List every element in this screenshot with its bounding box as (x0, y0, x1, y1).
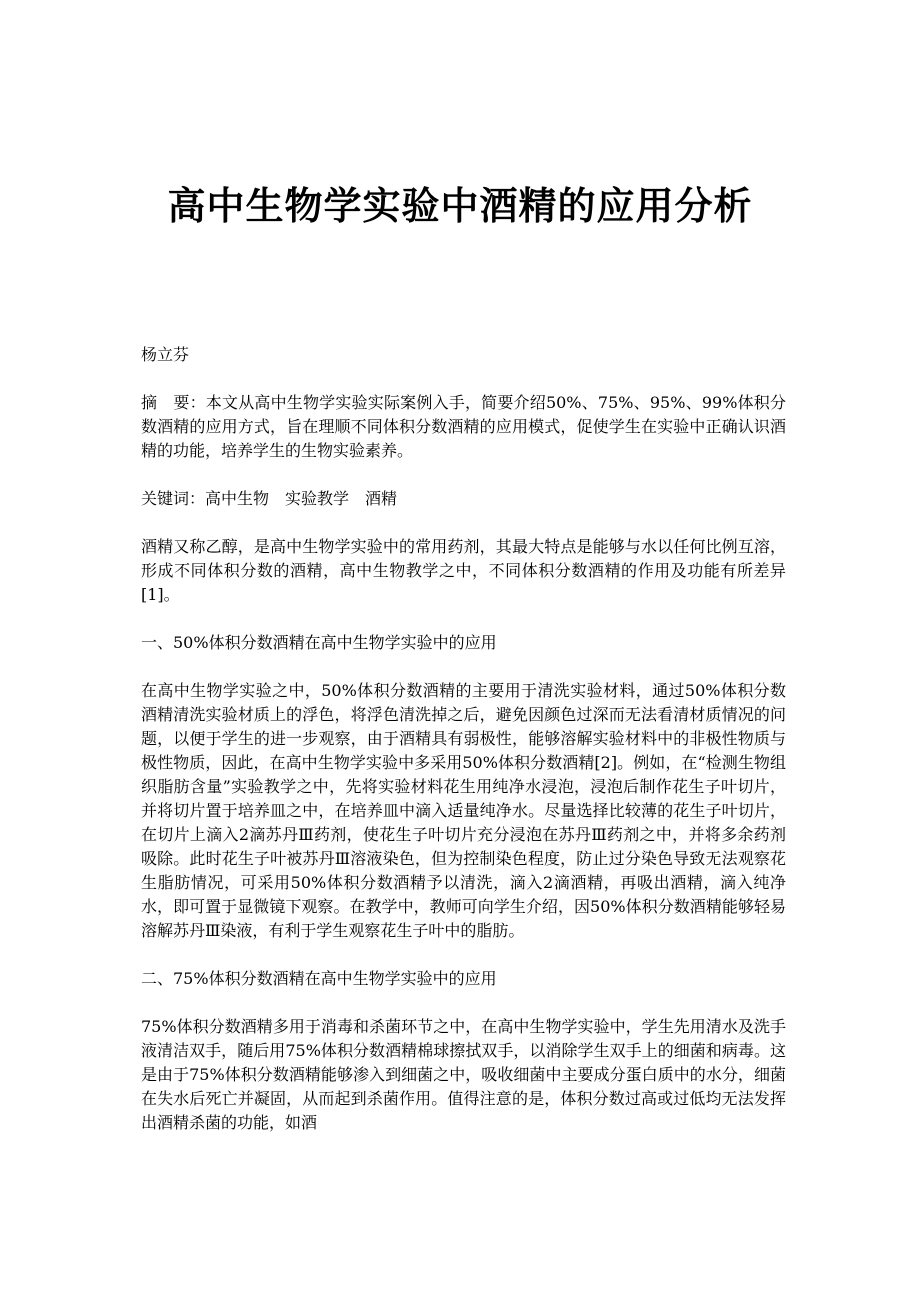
abstract-paragraph: 摘 要：本文从高中生物学实验实际案例入手，简要介绍50%、75%、95%、99%体积分数酒精的应用方式，旨在理顺不同体积分数酒精的应用模式，促使学生在实验中正确认识酒精的功能，培养学生的生物实验素养。 (141, 393, 786, 460)
section1-paragraph: 在高中生物学实验之中，50%体积分数酒精的主要用于清洗实验材料，通过50%体积分数酒精清洗实验材质上的浮色，将浮色清洗掉之后，避免因颜色过深而无法看清材质情况的问题，以便于学生的进一步观察，由于酒精具有弱极性，能够溶解实验材料中的非极性物质与极性物质，因此，在高中生物学实验中多采用50%体积分数酒精[2]。例如，在“检测生物组织脂肪含量”实验教学之中，先将实验材料花生用纯净水浸泡，浸泡后制作花生子叶切片，并将切片置于培养皿之中，在培养皿中滴入适量纯净水。尽量选择比较薄的花生子叶切片，在切片上滴入2滴苏丹Ⅲ药剂，使花生子叶切片充分浸泡在苏丹Ⅲ药剂之中，并将多余药剂吸除。此时花生子叶被苏丹Ⅲ溶液染色，但为控制染色程度，防止过分染色导致无法观察花生脂肪情况，可采用50%体积分数酒精予以清洗，滴入2滴酒精，再吸出酒精，滴入纯净水，即可置于显微镜下观察。在教学中，教师可向学生介绍，因50%体积分数酒精能够轻易溶解苏丹Ⅲ染液，有利于学生观察花生子叶中的脂肪。 (141, 681, 786, 940)
keywords-line: 关键词：高中生物 实验教学 酒精 (141, 489, 398, 508)
author-name: 杨立芬 (141, 345, 190, 364)
section1-heading: 一、50%体积分数酒精在高中生物学实验中的应用 (141, 633, 497, 652)
article-body (141, 343, 786, 1159)
intro-paragraph: 酒精又称乙醇，是高中生物学实验中的常用药剂，其最大特点是能够与水以任何比例互溶，形成不同体积分数的酒精，高中生物教学之中，不同体积分数酒精的作用及功能有所差异[1]。 (141, 537, 786, 604)
section2-heading: 二、75%体积分数酒精在高中生物学实验中的应用 (141, 969, 497, 988)
section2-paragraph: 75%体积分数酒精多用于消毒和杀菌环节之中，在高中生物学实验中，学生先用清水及洗手液清洁双手，随后用75%体积分数酒精棉球擦拭双手，以消除学生双手上的细菌和病毒。这是由于75%体积分数酒精能够渗入到细菌之中，吸收细菌中主要成分蛋白质中的水分，细菌在失水后死亡并凝固，从而起到杀菌作用。值得注意的是，体积分数过高或过低均无法发挥出酒精杀菌的功能，如酒 (141, 1017, 786, 1132)
page-title: 高中生物学实验中酒精的应用分析 (167, 183, 753, 228)
